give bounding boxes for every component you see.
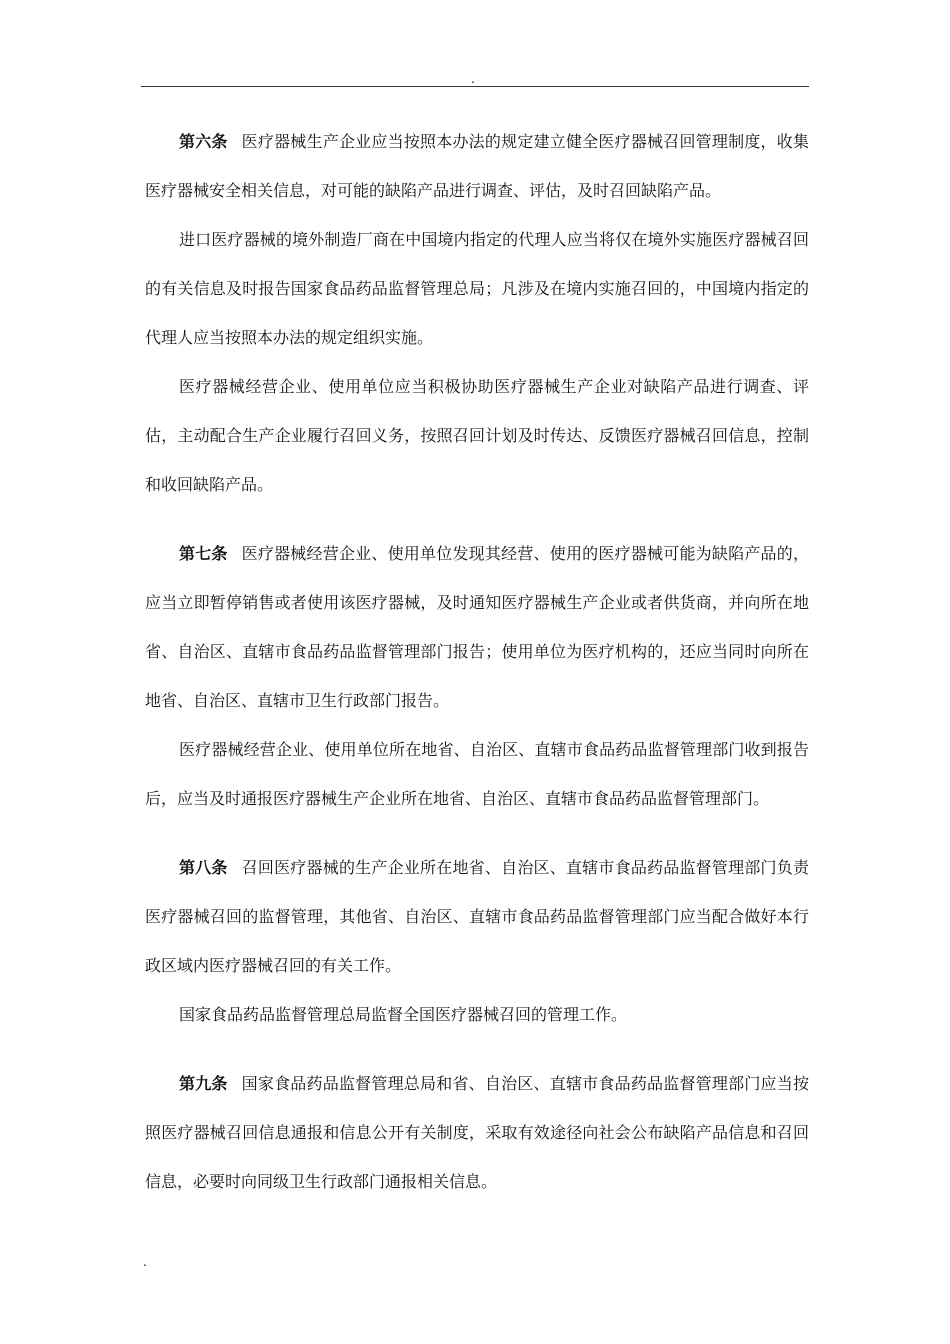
article-number: 第六条 [179,132,228,151]
article-text: 医疗器械经营企业、使用单位发现其经营、使用的医疗器械可能为缺陷产品的，应当立即暂停销售或者使用该医疗器械，及时通知医疗器械生产企业或者供货商，并向所在地省、自治区、直辖市食品药品监督管理部门报告；使用单位为医疗机构的，还应当同时向所在地省、自治区、直辖市卫生行政部门报告。 [145,544,809,710]
article-number: 第八条 [179,858,228,877]
article-7 [145,529,809,725]
paragraph: 医疗器械经营企业、使用单位应当积极协助医疗器械生产企业对缺陷产品进行调查、评估，主动配合生产企业履行召回义务，按照召回计划及时传达、反馈医疗器械召回信息，控制和收回缺陷产品。 [145,377,809,494]
article-text: 国家食品药品监督管理总局和省、自治区、直辖市食品药品监督管理部门应当按照医疗器械召回信息通报和信息公开有关制度，采取有效途径向社会公布缺陷产品信息和召回信息，必要时向同级卫生行政部门通报相关信息。 [145,1074,809,1191]
paragraph: 医疗器械经营企业、使用单位所在地省、自治区、直辖市食品药品监督管理部门收到报告后，应当及时通报医疗器械生产企业所在地省、自治区、直辖市食品药品监督管理部门。 [145,740,809,808]
article-number: 第九条 [179,1074,228,1093]
paragraph: 国家食品药品监督管理总局监督全国医疗器械召回的管理工作。 [179,1005,628,1024]
article-text: 医疗器械生产企业应当按照本办法的规定建立健全医疗器械召回管理制度，收集医疗器械安全相关信息，对可能的缺陷产品进行调查、评估，及时召回缺陷产品。 [145,132,809,200]
article-number: 第七条 [179,544,228,563]
article-8 [145,843,809,990]
article-6 [145,117,809,215]
document-body [145,117,809,1206]
article-text: 召回医疗器械的生产企业所在地省、自治区、直辖市食品药品监督管理部门负责医疗器械召回的监督管理，其他省、自治区、直辖市食品药品监督管理部门应当配合做好本行政区域内医疗器械召回的有关工作。 [145,858,809,975]
article-9 [145,1059,809,1206]
paragraph: 进口医疗器械的境外制造厂商在中国境内指定的代理人应当将仅在境外实施医疗器械召回的有关信息及时报告国家食品药品监督管理总局；凡涉及在境内实施召回的，中国境内指定的代理人应当按照本办法的规定组织实施。 [145,230,809,347]
footer-mark: . [143,1255,147,1269]
header-mark: . [471,72,475,86]
header-rule [141,86,809,87]
